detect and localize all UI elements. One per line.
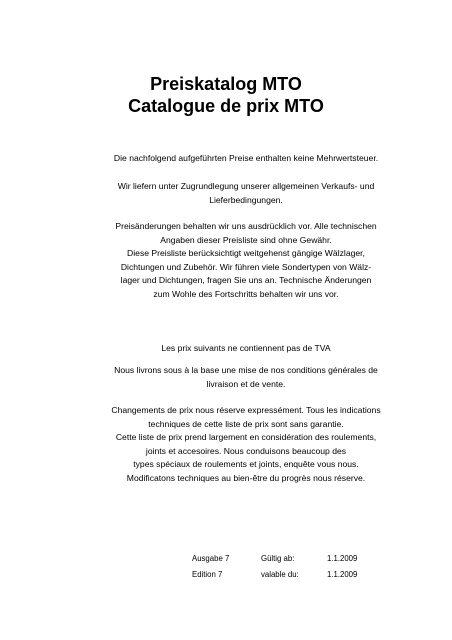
footer-row-german bbox=[0, 551, 452, 567]
text-line: Preisänderungen behalten wir uns ausdrücklich vor. Alle technischen bbox=[115, 221, 377, 231]
catalog-title bbox=[0, 73, 452, 117]
text-line: Die nachfolgend aufgeführten Preise enthalten keine Mehrwertsteuer. bbox=[113, 153, 379, 163]
french-delivery-terms bbox=[60, 364, 432, 391]
french-price-changes bbox=[60, 404, 432, 486]
text-line: Modificatons techniques au bien-être du progrès nous réserve. bbox=[126, 472, 366, 483]
title-german: Preiskatalog MTO bbox=[150, 74, 302, 94]
text-line: Angaben dieser Preisliste sind ohne Gewähr. bbox=[160, 234, 332, 245]
valid-from-label: valable du: bbox=[261, 570, 299, 579]
text-line: techniques de cette liste de prix sont sans garantie. bbox=[148, 418, 344, 429]
text-line: Diese Preisliste berücksichtigt weitgehenst gängige Wälzlager, bbox=[127, 248, 365, 259]
text-line: Dichtungen und Zubehör. Wir führen viele Sondertypen von Wälz- bbox=[120, 261, 372, 272]
text-line: Nous livrons sous à la base une mise de nos conditions générales de bbox=[114, 365, 378, 375]
edition-footer bbox=[0, 551, 452, 583]
french-vat-note bbox=[60, 342, 432, 356]
text-line: Cette liste de prix prend largement en considération des roulements, bbox=[115, 432, 377, 443]
german-delivery-terms bbox=[60, 180, 432, 207]
german-price-changes bbox=[60, 220, 432, 302]
text-line: lager und Dichtungen, fragen Sie uns an. Technische Änderungen bbox=[120, 275, 372, 286]
edition-label: Edition 7 bbox=[192, 570, 223, 579]
text-line: zum Wohle des Fortschritts behalten wir uns vor. bbox=[153, 288, 339, 299]
text-line: joints et accesoires. Nous conduisons beaucoup des bbox=[145, 445, 347, 456]
text-line: Les prix suivants ne contiennent pas de TVA bbox=[161, 343, 331, 353]
text-line: types spéciaux de roulements et joints, enquête vous nous. bbox=[133, 459, 359, 470]
german-vat-note bbox=[60, 152, 432, 166]
text-line: Lieferbedingungen. bbox=[209, 194, 283, 205]
edition-label: Ausgabe 7 bbox=[192, 554, 230, 563]
title-french: Catalogue de prix MTO bbox=[128, 96, 324, 116]
valid-date: 1.1.2009 bbox=[327, 570, 358, 579]
valid-date: 1.1.2009 bbox=[327, 554, 358, 563]
text-line: livraison et de vente. bbox=[206, 378, 286, 389]
text-line: Changements de prix nous réserve expressément. Tous les indications bbox=[111, 405, 381, 415]
text-line: Wir liefern unter Zugrundlegung unserer allgemeinen Verkaufs- und bbox=[117, 181, 375, 191]
valid-from-label: Gültig ab: bbox=[261, 554, 295, 563]
footer-row-french bbox=[0, 567, 452, 583]
